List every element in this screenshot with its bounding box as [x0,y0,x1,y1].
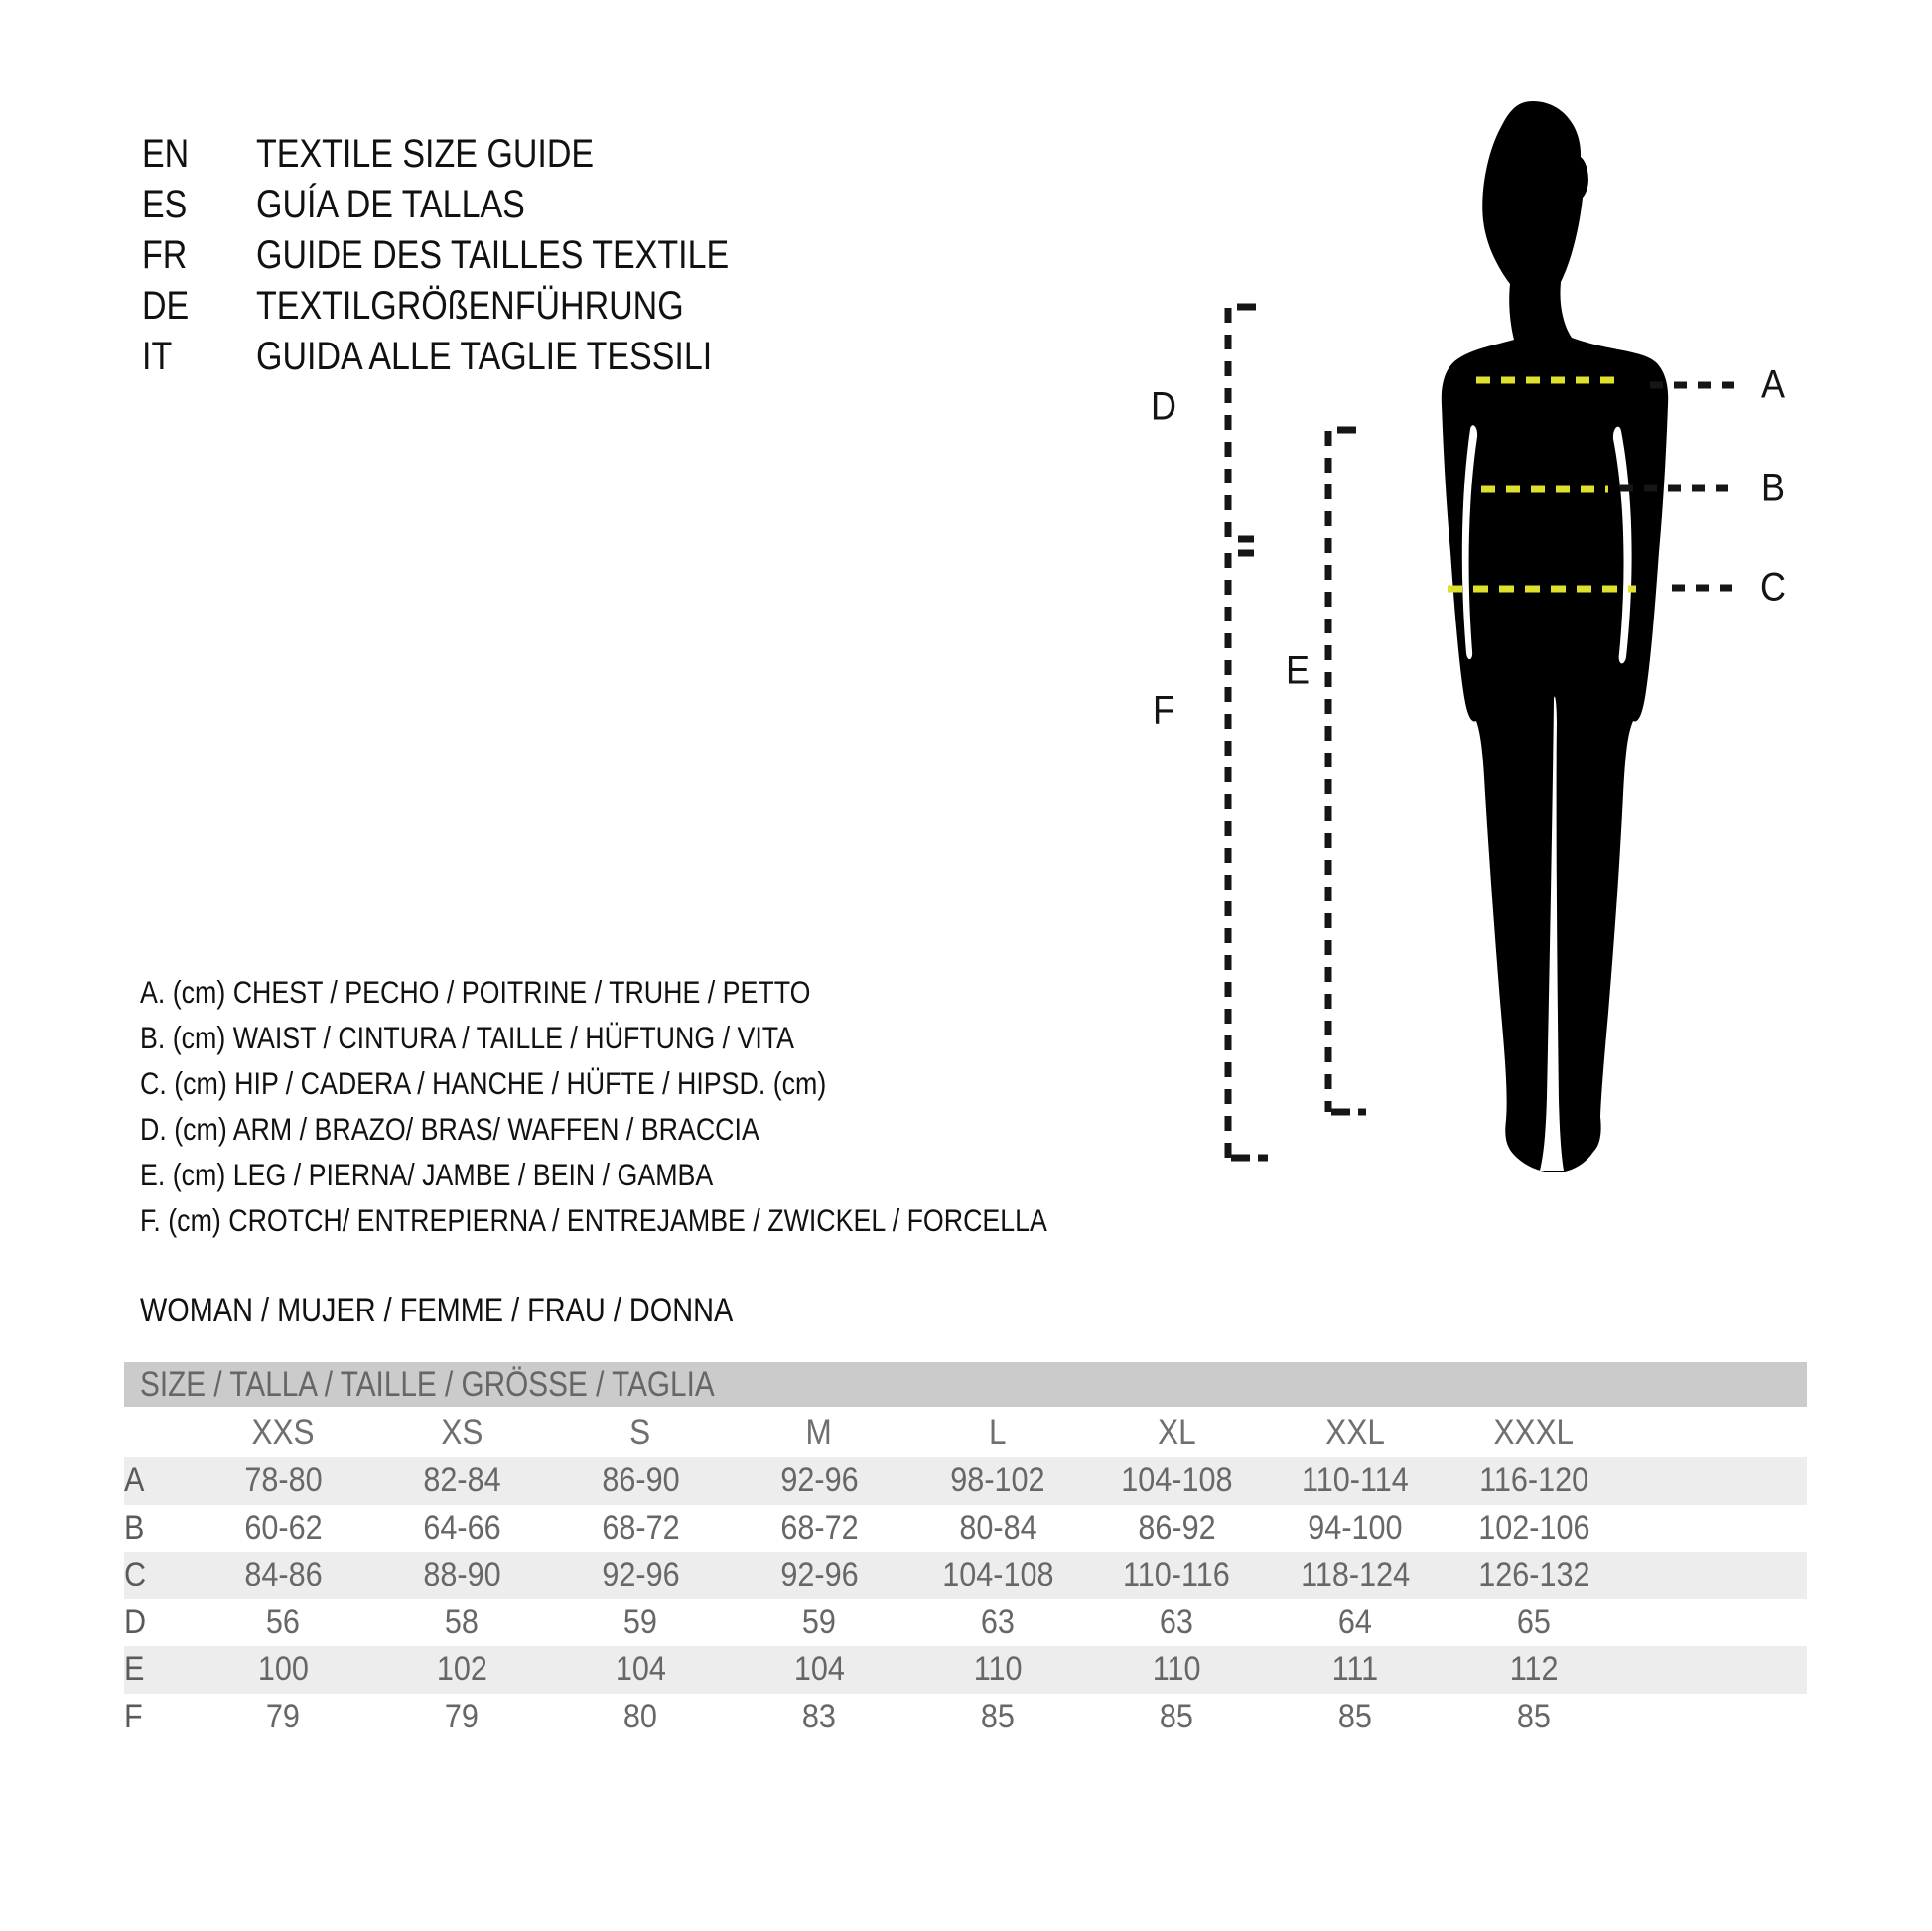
guide-title-text: TEXTILGRÖßENFÜHRUNG [256,284,684,328]
table-cell [551,1505,730,1553]
table-header-text: SIZE / TALLA / TAILLE / GRÖSSE / TAGLIA [140,1364,715,1404]
measure-label-e: E [1285,648,1311,693]
table-cell [908,1457,1087,1505]
table-cell-text: 80 [622,1697,658,1735]
table-cell-text: 84-86 [243,1556,323,1594]
table-cell [1266,1505,1445,1553]
row-label [124,1599,194,1647]
table-cell-text: 102-106 [1477,1508,1590,1547]
size-header-cell [1445,1407,1623,1457]
table-cell [194,1505,372,1553]
table-cell [1266,1646,1445,1694]
table-cell [372,1505,551,1553]
table-cell [194,1457,372,1505]
language-code-text: ES [142,183,188,226]
table-cell [730,1552,908,1599]
language-code-text: FR [142,233,188,277]
size-header-cell [730,1407,908,1457]
table-cell-filler [1623,1552,1807,1599]
table-cell-text: 85 [1516,1697,1552,1735]
table-cell [1445,1505,1623,1553]
table-cell [908,1599,1087,1647]
table-cell-text: 65 [1516,1602,1552,1641]
table-cell-filler [1623,1505,1807,1553]
row-label-text: B [124,1508,145,1547]
table-cell-text: 104-108 [941,1556,1054,1594]
table-row [124,1599,1807,1647]
size-header-filler [1623,1407,1807,1457]
size-header-empty [124,1407,194,1457]
guide-title-text: GUIDE DES TAILLES TEXTILE [256,233,730,277]
legend-item-text: A. (cm) CHEST / PECHO / POITRINE / TRUHE / PETTO [140,973,811,1010]
size-header-cell [372,1407,551,1457]
table-cell-text: 64-66 [422,1508,501,1547]
table-cell-text: 104-108 [1120,1461,1233,1500]
table-cell [1266,1694,1445,1741]
table-cell-text: 86-92 [1137,1508,1216,1547]
table-cell-text: 80-84 [958,1508,1037,1547]
table-cell-text: 92-96 [779,1556,859,1594]
legend-item-text: B. (cm) WAIST / CINTURA / TAILLE / HÜFTUNG / VITA [140,1019,795,1055]
row-label [124,1694,194,1741]
table-cell-text: 104 [793,1650,845,1689]
table-cell-text: 85 [1159,1697,1194,1735]
size-table [124,1362,1807,1740]
table-cell-text: 56 [265,1602,301,1641]
table-cell [551,1646,730,1694]
table-cell-text: 85 [1337,1697,1373,1735]
table-cell-text: 112 [1509,1650,1559,1689]
table-cell-text: 126-132 [1477,1556,1590,1594]
section-heading-text: WOMAN / MUJER / FEMME / FRAU / DONNA [140,1291,734,1329]
table-cell [194,1599,372,1647]
table-cell-text: 59 [622,1602,658,1641]
legend-item [140,1060,1207,1106]
legend-item-text: F. (cm) CROTCH/ ENTREPIERNA / ENTREJAMBE / ZWICKEL / FORCELLA [140,1201,1047,1238]
table-cell-text: 58 [444,1602,480,1641]
size-header-text: XXS [251,1412,315,1451]
table-cell [1087,1552,1266,1599]
table-cell-text: 88-90 [422,1556,501,1594]
table-cell [194,1694,372,1741]
table-cell [1445,1552,1623,1599]
language-code-text: EN [142,132,190,176]
table-cell [730,1646,908,1694]
size-header-cell [194,1407,372,1457]
legend-item-text: C. (cm) HIP / CADERA / HANCHE / HÜFTE / HIPSD. (cm) [140,1064,827,1101]
table-cell-text: 79 [444,1697,480,1735]
table-cell [730,1505,908,1553]
row-label [124,1505,194,1553]
table-row [124,1646,1807,1694]
table-cell [1445,1694,1623,1741]
table-cell [908,1552,1087,1599]
row-label-text: F [124,1697,143,1735]
legend-item [140,1152,1207,1197]
size-header-cell [1087,1407,1266,1457]
legend-item-text: D. (cm) ARM / BRAZO/ BRAS/ WAFFEN / BRACCIA [140,1110,759,1147]
table-cell-filler [1623,1599,1807,1647]
measurement-legend [140,969,1207,1243]
table-cell-text: 59 [801,1602,837,1641]
table-cell [372,1694,551,1741]
size-header-text: XXXL [1493,1412,1575,1451]
table-cell [551,1694,730,1741]
table-cell [551,1599,730,1647]
measure-label-b: B [1760,466,1786,510]
guide-title-text: GUÍA DE TALLAS [256,183,525,226]
size-header-text: XXL [1325,1412,1385,1451]
size-header-text: XS [440,1412,483,1451]
size-header-text: M [805,1412,833,1451]
table-header-bar [124,1362,1807,1407]
table-cell [1087,1505,1266,1553]
guide-title-text: TEXTILE SIZE GUIDE [256,132,595,176]
legend-item-text: E. (cm) LEG / PIERNA/ JAMBE / BEIN / GAMBA [140,1156,714,1192]
table-cell [1445,1457,1623,1505]
table-cell-text: 111 [1331,1650,1379,1689]
table-cell-text: 94-100 [1308,1508,1403,1547]
section-heading [140,1291,838,1330]
table-cell-text: 86-90 [601,1461,680,1500]
table-cell [194,1646,372,1694]
table-cell-text: 98-102 [950,1461,1045,1500]
language-code-text: IT [142,335,173,378]
table-cell [908,1646,1087,1694]
table-row [124,1505,1807,1553]
table-cell-text: 110-116 [1123,1556,1230,1594]
legend-item [140,1106,1207,1152]
row-label-text: D [124,1602,147,1641]
table-cell-text: 64 [1337,1602,1373,1641]
woman-silhouette [1442,101,1668,1172]
table-cell-text: 118-124 [1300,1556,1411,1594]
legend-item [140,1015,1207,1060]
table-cell-text: 60-62 [243,1508,323,1547]
table-cell [372,1599,551,1647]
legend-item [140,969,1207,1015]
size-header-row [124,1407,1807,1457]
table-cell [1087,1457,1266,1505]
table-cell-text: 116-120 [1478,1461,1589,1500]
row-label [124,1457,194,1505]
table-row [124,1694,1807,1741]
language-code-text: DE [142,284,190,328]
legend-item [140,1197,1207,1243]
table-cell [908,1505,1087,1553]
size-header-text: L [989,1412,1007,1451]
table-cell-text: 85 [980,1697,1016,1735]
size-table-grid [124,1407,1807,1740]
table-cell [372,1552,551,1599]
table-row [124,1552,1807,1599]
table-cell-text: 78-80 [243,1461,323,1500]
table-cell-text: 68-72 [779,1508,859,1547]
size-header-text: S [629,1412,651,1451]
measure-label-c: C [1759,565,1787,610]
table-cell [1266,1552,1445,1599]
table-cell [551,1552,730,1599]
table-cell-filler [1623,1457,1807,1505]
table-cell [1445,1646,1623,1694]
table-cell-filler [1623,1694,1807,1741]
table-cell [1266,1457,1445,1505]
table-cell-text: 92-96 [779,1461,859,1500]
table-cell-text: 63 [1159,1602,1194,1641]
row-label [124,1552,194,1599]
table-cell [1445,1599,1623,1647]
table-cell-text: 102 [436,1650,487,1689]
table-cell-text: 68-72 [601,1508,680,1547]
table-cell-filler [1623,1646,1807,1694]
size-header-cell [551,1407,730,1457]
table-cell [730,1599,908,1647]
size-header-cell [1266,1407,1445,1457]
table-cell-text: 83 [801,1697,837,1735]
table-cell [908,1694,1087,1741]
table-cell-text: 82-84 [422,1461,501,1500]
table-cell [730,1457,908,1505]
table-cell-text: 104 [615,1650,666,1689]
table-cell [372,1646,551,1694]
size-header-text: XL [1157,1412,1196,1451]
table-cell [1266,1599,1445,1647]
table-cell-text: 110 [1152,1650,1201,1689]
guide-title-text: GUIDA ALLE TAGLIE TESSILI [256,335,713,378]
extent-lines [1228,307,1366,1158]
table-cell [551,1457,730,1505]
row-label [124,1646,194,1694]
table-cell [1087,1646,1266,1694]
table-cell-text: 79 [265,1697,301,1735]
measure-label-d: D [1150,384,1177,429]
measure-label-a: A [1760,362,1786,407]
table-cell-text: 110-114 [1302,1461,1409,1500]
table-cell-text: 100 [257,1650,309,1689]
table-cell [1087,1694,1266,1741]
table-cell [1087,1599,1266,1647]
table-row [124,1457,1807,1505]
table-cell [194,1552,372,1599]
table-cell-text: 63 [980,1602,1016,1641]
table-cell [372,1457,551,1505]
table-cell [730,1694,908,1741]
row-label-text: E [124,1650,145,1689]
table-cell-text: 92-96 [601,1556,680,1594]
row-label-text: C [124,1556,147,1594]
row-label-text: A [124,1461,145,1500]
size-header-cell [908,1407,1087,1457]
measure-label-f: F [1153,688,1174,733]
table-cell-text: 110 [973,1650,1023,1689]
